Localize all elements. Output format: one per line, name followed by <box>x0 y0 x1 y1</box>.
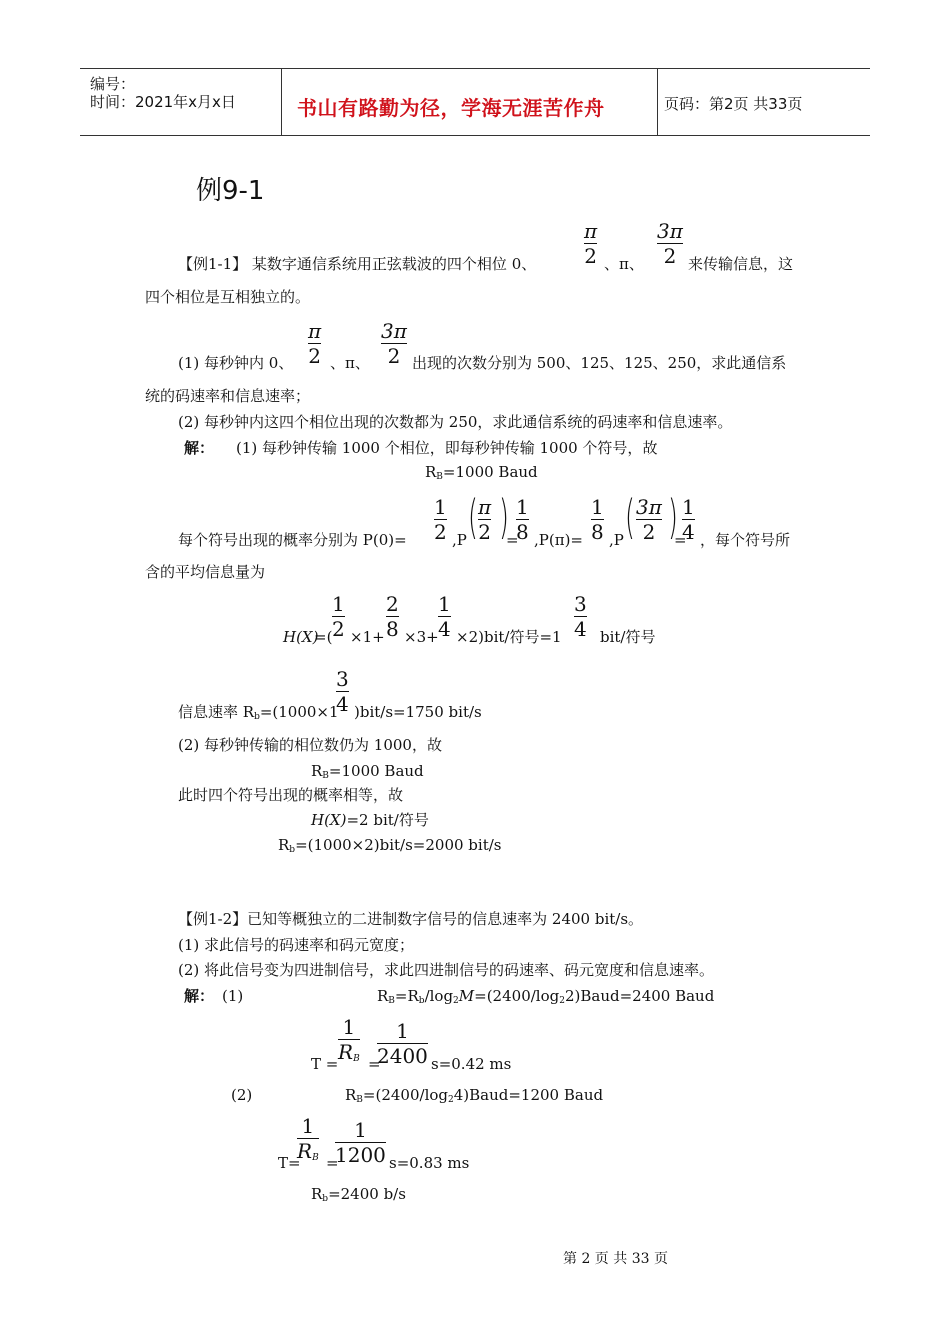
ex1-hx2: H(X)=2 bit/符号 <box>311 811 429 829</box>
fraction-1-over-4: 1 4 <box>438 592 451 641</box>
ex1-hx-a: H(X) <box>283 628 319 646</box>
ex2-t2-a: T= <box>278 1154 301 1172</box>
header-bottom-rule <box>80 135 870 136</box>
ex2-t2-b: = <box>326 1154 339 1172</box>
ex1-rate-a: 信息速率 $R_b=(1000\times 1$ <box>178 703 339 722</box>
frac-num: π <box>584 219 598 243</box>
fraction-pi-over-2: π 2 <box>478 495 492 544</box>
frac-den: 2 <box>308 344 321 368</box>
frac-den: 2 <box>387 344 401 368</box>
fraction-3-over-4: 3 4 <box>574 592 587 641</box>
ex1-hx-b: =( <box>314 628 333 646</box>
fraction-1-over-4: 1 4 <box>682 495 695 544</box>
left-paren: ( <box>625 490 635 544</box>
ex1-q1-line2: 统的码速率和信息速率； <box>145 387 311 405</box>
header-number-label: 编号： <box>90 75 136 93</box>
header-motto: 书山有路勤为径，学海无涯苦作舟 <box>297 96 605 120</box>
page-footer: 第 2 页 共 33 页 <box>563 1251 668 1267</box>
ex1-rb1: $R_B=1000$ Baud <box>425 463 538 482</box>
ex1-rate-c: )bit/s=1750 bit/s <box>354 703 482 721</box>
ex1-solution-label: 解： <box>184 439 215 457</box>
fraction-1-over-1200: 1 1200 <box>335 1118 386 1167</box>
ex1-equal-prob: 此时四个符号出现的概率相等，故 <box>178 786 404 804</box>
frac-den: 2 <box>584 244 597 268</box>
fraction-1-over-8: 1 8 <box>516 495 529 544</box>
ex1-hx-e: ×2)bit/符号=1 <box>456 628 562 646</box>
left-paren: ( <box>468 490 478 544</box>
ex1-prob-line2: 含的平均信息量为 <box>145 563 266 581</box>
ex1-prob-e: ,P <box>609 531 624 549</box>
fraction-3pi-over-2: 3π 2 <box>636 495 662 544</box>
ex1-intro-a: 【例1-1】 某数字通信系统用正弦载波的四个相位 0、 <box>178 255 537 273</box>
fraction-1-over-8: 1 8 <box>591 495 604 544</box>
right-paren: ) <box>668 490 678 544</box>
ex1-hx-d: ×3+ <box>404 628 439 646</box>
ex1-rb3: $R_b=(1000\times 2)bit/s=2000$ bit/s <box>278 836 502 855</box>
ex1-sol-2: (2) 每秒钟传输的相位数仍为 1000，故 <box>178 736 442 754</box>
right-paren: ) <box>499 490 509 544</box>
header-top-rule <box>80 68 870 69</box>
fraction-pi-over-2 <box>584 220 597 267</box>
ex1-q1-c: 出现的次数分别为 500、125、125、250，求此通信系 <box>412 354 787 372</box>
fraction-1-over-2: 1 2 <box>332 592 345 641</box>
frac-den: 2 <box>663 244 677 268</box>
header-time-label: 时间：2021年x月x日 <box>90 93 236 111</box>
frac-num: π <box>308 319 322 343</box>
fraction-1-over-rb: 1 $R_B$ <box>297 1114 319 1163</box>
header-page-label: 页码：第2页 共33页 <box>664 95 803 113</box>
ex1-prob-d: ,P(π)= <box>534 531 583 549</box>
ex1-intro-line2: 四个相位是互相独立的。 <box>145 288 311 306</box>
page-title: 例9-1 <box>196 176 265 206</box>
fraction-2-over-8: 2 8 <box>386 592 399 641</box>
ex2-q1: (1) 求此信号的码速率和码元宽度； <box>178 936 415 954</box>
fraction-3-over-4: 3 4 <box>336 667 349 716</box>
ex1-q1-b: 、π、 <box>330 354 370 372</box>
header-divider-left <box>281 68 282 136</box>
ex2-rb-formula: $R_B=R_b/\log_2M=(2400/\log_22)Baud=2400$ Baud <box>377 987 715 1006</box>
fraction-1-over-rb: 1 $R_B$ <box>338 1015 360 1064</box>
ex2-t1-b: = <box>368 1055 381 1073</box>
ex1-prob-b: ,P <box>452 531 467 549</box>
ex1-prob-a: 每个符号出现的概率分别为 P(0)= <box>178 531 407 549</box>
ex2-solution-label: 解： <box>184 987 215 1005</box>
header-divider-right <box>657 68 658 136</box>
ex2-rb2-formula: $R_B=(2400/\log_24)Baud=1200$ Baud <box>345 1086 604 1105</box>
fraction-pi-over-2 <box>308 320 321 367</box>
ex1-hx-c: ×1+ <box>350 628 385 646</box>
ex1-prob-c: = <box>506 531 519 549</box>
ex2-sol-1: (1) <box>222 987 244 1005</box>
ex2-rb3: $R_b=2400$ b/s <box>311 1185 406 1204</box>
ex1-intro-c: 来传输信息，这 <box>688 255 794 273</box>
ex2-t1-a: T = <box>311 1055 339 1073</box>
ex1-q1-a: (1) 每秒钟内 0、 <box>178 354 294 372</box>
frac-num: 3π <box>381 319 407 343</box>
ex1-sol-1: (1) 每秒钟传输 1000 个相位，即每秒钟传输 1000 个符号，故 <box>236 439 658 457</box>
ex1-hx-f: bit/符号 <box>600 628 656 646</box>
fraction-1-over-2: 1 2 <box>434 495 447 544</box>
ex2-sol-2: (2) <box>231 1086 253 1104</box>
ex2-t1-c: s=0.42 ms <box>431 1055 512 1073</box>
ex1-prob-g: ，每个符号所 <box>700 531 791 549</box>
ex2-t2-c: s=0.83 ms <box>389 1154 470 1172</box>
ex1-rb2: $R_B=1000$ Baud <box>311 762 424 781</box>
ex1-prob-f: = <box>674 531 687 549</box>
fraction-3pi-over-2 <box>381 320 407 367</box>
ex2-q2: (2) 将此信号变为四进制信号，求此四进制信号的码速率、码元宽度和信息速率。 <box>178 961 715 979</box>
fraction-1-over-2400: 1 2400 <box>377 1019 428 1068</box>
ex2-intro: 【例1-2】已知等概独立的二进制数字信号的信息速率为 2400 bit/s。 <box>178 910 644 928</box>
ex1-intro-b: 、π、 <box>604 255 644 273</box>
ex1-q2: (2) 每秒钟内这四个相位出现的次数都为 250，求此通信系统的码速率和信息速率。 <box>178 413 733 431</box>
fraction-3pi-over-2 <box>657 220 683 267</box>
frac-num: 3π <box>657 219 683 243</box>
